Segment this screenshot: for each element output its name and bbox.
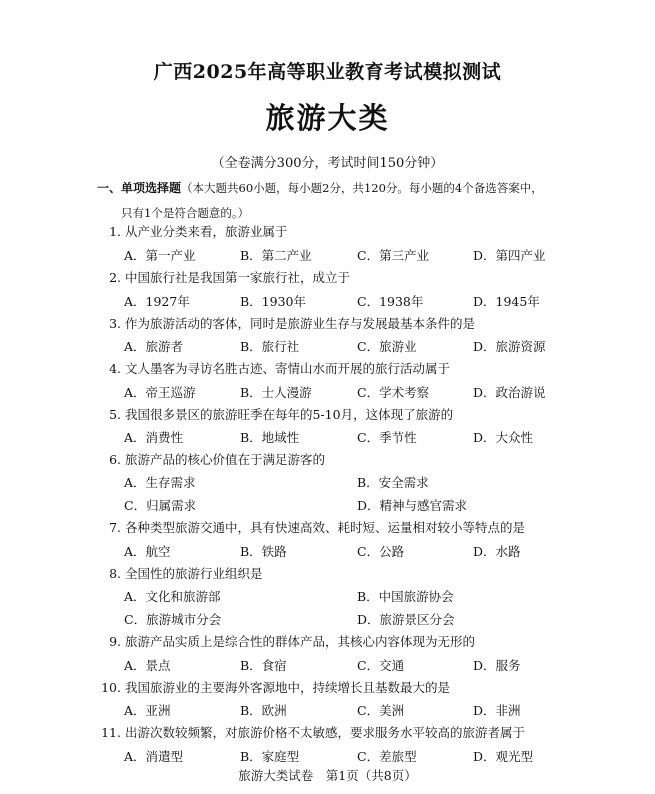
option-b: B．1930年 bbox=[240, 294, 306, 309]
subject-title: 旅游大类 bbox=[265, 101, 390, 135]
option-d: D．服务 bbox=[473, 658, 521, 673]
option-d: D．观光型 bbox=[473, 749, 534, 764]
section-header bbox=[97, 176, 567, 226]
question-number: 8. bbox=[109, 566, 121, 581]
option-d: D．政治游说 bbox=[473, 385, 546, 400]
option-a: A．1927年 bbox=[124, 294, 190, 309]
option-a: A．航空 bbox=[124, 544, 171, 559]
option-d: D．非洲 bbox=[473, 703, 521, 718]
option-b: B．旅行社 bbox=[240, 339, 300, 354]
question-8 bbox=[97, 564, 577, 582]
option-d: D．水路 bbox=[473, 544, 521, 559]
section-title: 一、单项选择题 bbox=[97, 181, 182, 195]
question-text: 我国旅游业的主要海外客源地中，持续增长且基数最大的是 bbox=[125, 680, 451, 695]
question-7 bbox=[97, 518, 577, 536]
option-a: A．消费性 bbox=[124, 430, 184, 445]
question-text: 从产业分类来看，旅游业属于 bbox=[125, 224, 288, 239]
option-c: C．季节性 bbox=[357, 430, 417, 445]
option-a: A．旅游者 bbox=[124, 339, 184, 354]
question-text: 旅游产品实质上是综合性的群体产品，其核心内容体现为无形的 bbox=[125, 634, 476, 649]
option-c: C．交通 bbox=[357, 658, 405, 673]
question-9 bbox=[97, 632, 577, 650]
question-number: 2. bbox=[109, 270, 121, 285]
option-b: B．家庭型 bbox=[240, 749, 300, 764]
option-a: A．亚洲 bbox=[124, 703, 171, 718]
option-d: D．第四产业 bbox=[473, 248, 546, 263]
question-2 bbox=[97, 268, 577, 286]
question-4 bbox=[97, 359, 577, 377]
option-b: B．食宿 bbox=[240, 658, 287, 673]
question-number: 10. bbox=[101, 680, 121, 695]
page-footer: 旅游大类试卷 第1页（共8页） bbox=[238, 768, 417, 783]
exam-title: 广西2025年高等职业教育考试模拟测试 bbox=[153, 61, 502, 83]
option-c: C．旅游城市分会 bbox=[124, 612, 222, 627]
option-d: D．大众性 bbox=[473, 430, 534, 445]
option-d: D．1945年 bbox=[473, 294, 540, 309]
question-number: 11. bbox=[101, 725, 121, 740]
question-text: 各种类型旅游交通中，具有快速高效、耗时短、运量相对较小等特点的是 bbox=[125, 520, 526, 535]
option-b: B．士人漫游 bbox=[240, 385, 312, 400]
question-number: 6. bbox=[109, 452, 121, 467]
question-number: 4. bbox=[109, 361, 121, 376]
option-b: B．铁路 bbox=[240, 544, 287, 559]
option-b: B．欧洲 bbox=[240, 703, 287, 718]
option-c: C．第三产业 bbox=[357, 248, 430, 263]
option-a: A．帝王巡游 bbox=[124, 385, 196, 400]
question-text: 我国很多景区的旅游旺季在每年的5-10月，这体现了旅游的 bbox=[125, 407, 454, 422]
option-c: C．美洲 bbox=[357, 703, 405, 718]
option-b: B．第二产业 bbox=[240, 248, 312, 263]
question-number: 7. bbox=[109, 520, 121, 535]
option-c: C．差旅型 bbox=[357, 749, 417, 764]
question-text: 文人墨客为寻访名胜古迹、寄情山水而开展的旅行活动属于 bbox=[125, 361, 451, 376]
question-text: 全国性的旅游行业组织是 bbox=[125, 566, 263, 581]
option-d: D．精神与感官需求 bbox=[357, 498, 468, 513]
option-c: C．公路 bbox=[357, 544, 405, 559]
option-a: A．景点 bbox=[124, 658, 171, 673]
option-c: C．归属需求 bbox=[124, 498, 197, 513]
option-d: D．旅游景区分会 bbox=[357, 612, 455, 627]
option-a: A．生存需求 bbox=[124, 475, 196, 490]
option-c: C．学术考察 bbox=[357, 385, 430, 400]
question-text: 旅游产品的核心价值在于满足游客的 bbox=[125, 452, 326, 467]
question-number: 3. bbox=[109, 316, 121, 331]
question-1 bbox=[97, 222, 577, 240]
option-b: B．中国旅游协会 bbox=[357, 589, 454, 604]
question-number: 5. bbox=[109, 407, 121, 422]
option-c: C．1938年 bbox=[357, 294, 424, 309]
option-a: A．第一产业 bbox=[124, 248, 196, 263]
option-c: C．旅游业 bbox=[357, 339, 417, 354]
option-b: B．地域性 bbox=[240, 430, 300, 445]
question-number: 1. bbox=[109, 224, 121, 239]
option-d: D．旅游资源 bbox=[473, 339, 546, 354]
question-text: 出游次数较频繁，对旅游价格不太敏感，要求服务水平较高的旅游者属于 bbox=[125, 725, 526, 740]
question-number: 9. bbox=[109, 634, 121, 649]
exam-info: （全卷满分300分，考试时间150分钟） bbox=[211, 156, 444, 171]
question-10 bbox=[97, 678, 577, 696]
question-3 bbox=[97, 314, 577, 332]
option-a: A．消遣型 bbox=[124, 749, 184, 764]
section-description: （本大题共60小题，每小题2分，共120分。每小题的4个备选答案中， bbox=[181, 181, 543, 195]
section-description-cont: 只有1个是符合题意的。） bbox=[121, 206, 250, 220]
question-text: 中国旅行社是我国第一家旅行社，成立于 bbox=[125, 270, 351, 285]
option-a: A．文化和旅游部 bbox=[124, 589, 221, 604]
question-11 bbox=[97, 723, 577, 741]
option-b: B．安全需求 bbox=[357, 475, 429, 490]
question-5 bbox=[97, 405, 577, 423]
question-6 bbox=[97, 450, 577, 468]
question-text: 作为旅游活动的客体，同时是旅游业生存与发展最基本条件的是 bbox=[125, 316, 476, 331]
